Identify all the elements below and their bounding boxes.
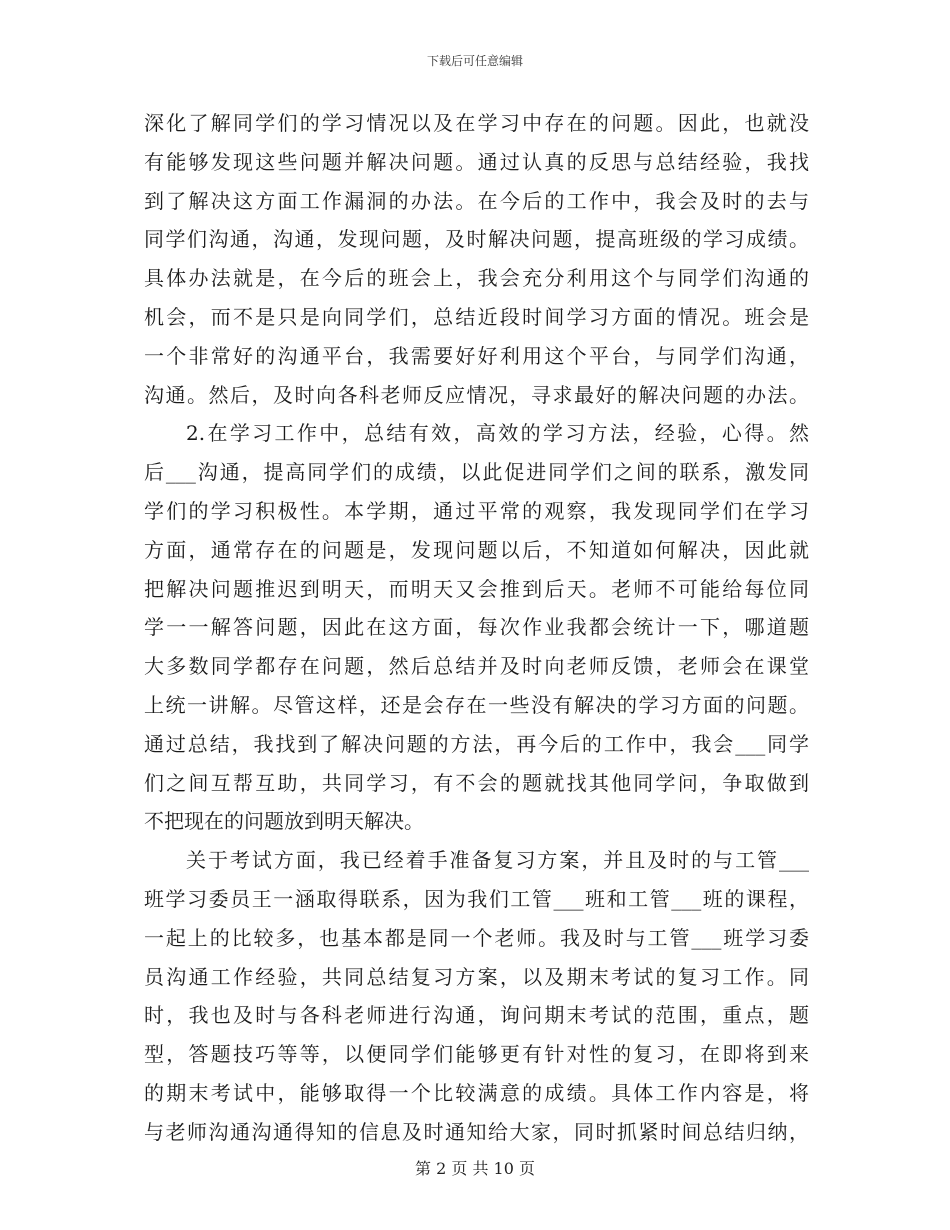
text-line: 有能够发现这些问题并解决问题。通过认真的反思与总结经验，我找 [144, 149, 809, 174]
text-line: 通过总结，我找到了解决问题的方法，再今后的工作中，我会___同学 [144, 731, 809, 756]
text-line: 时，我也及时与各科老师进行沟通，询问期末考试的范围，重点，题 [144, 1003, 809, 1028]
text-line: 沟通。然后，及时向各科老师反应情况，寻求最好的解决问题的办法。 [144, 382, 809, 407]
text-line: 同学们沟通，沟通，发现问题，及时解决问题，提高班级的学习成绩。 [144, 227, 809, 252]
paragraph-end-line: 不把现在的问题放到明天解决。 [144, 809, 424, 834]
document-body [144, 104, 809, 1152]
paragraph-start-line: 2.在学习工作中，总结有效，高效的学习方法，经验，心得。然 [186, 421, 809, 446]
text-line: 上统一讲解。尽管这样，还是会存在一些没有解决的学习方面的问题。 [144, 692, 809, 717]
page-number-footer: 第 2 页 共 10 页 [415, 1159, 535, 1178]
text-line: 学们的学习积极性。本学期，通过平常的观察，我发现同学们在学习 [144, 498, 809, 523]
page-header-note: 下载后可任意编辑 [426, 54, 523, 68]
text-line: 们之间互帮互助，共同学习，有不会的题就找其他同学问，争取做到 [144, 770, 809, 795]
text-line: 一起上的比较多，也基本都是同一个老师。我及时与工管___班学习委 [144, 925, 809, 950]
text-line: 深化了解同学们的学习情况以及在学习中存在的问题。因此，也就没 [144, 111, 809, 135]
text-line: 员沟通工作经验，共同总结复习方案，以及期末考试的复习工作。同 [144, 964, 809, 989]
paragraph-start-line: 关于考试方面，我已经着手准备复习方案，并且及时的与工管___ [186, 848, 809, 873]
text-line: 后___沟通，提高同学们的成绩，以此促进同学们之间的联系，激发同 [144, 460, 809, 485]
text-line: 具体办法就是，在今后的班会上，我会充分利用这个与同学们沟通的 [144, 266, 809, 291]
text-line: 与老师沟通沟通得知的信息及时通知给大家，同时抓紧时间总结归纳， [144, 1119, 809, 1144]
text-line: 学一一解答问题，因此在这方面，每次作业我都会统计一下，哪道题 [144, 615, 809, 640]
text-line: 把解决问题推迟到明天，而明天又会推到后天。老师不可能给每位同 [144, 576, 809, 601]
text-line: 型，答题技巧等等，以便同学们能够更有针对性的复习，在即将到来 [144, 1042, 809, 1067]
text-line: 一个非常好的沟通平台，我需要好好利用这个平台，与同学们沟通， [144, 343, 809, 368]
text-line: 方面，通常存在的问题是，发现问题以后，不知道如何解决，因此就 [144, 537, 809, 562]
text-line: 大多数同学都存在问题，然后总结并及时向老师反馈，老师会在课堂 [144, 654, 809, 679]
text-line: 到了解决这方面工作漏洞的办法。在今后的工作中，我会及时的去与 [144, 188, 809, 213]
text-line: 班学习委员王一涵取得联系，因为我们工管___班和工管___班的课程， [144, 886, 809, 911]
text-line: 机会，而不是只是向同学们，总结近段时间学习方面的情况。班会是 [144, 304, 809, 329]
text-line: 的期末考试中，能够取得一个比较满意的成绩。具体工作内容是，将 [144, 1080, 809, 1105]
